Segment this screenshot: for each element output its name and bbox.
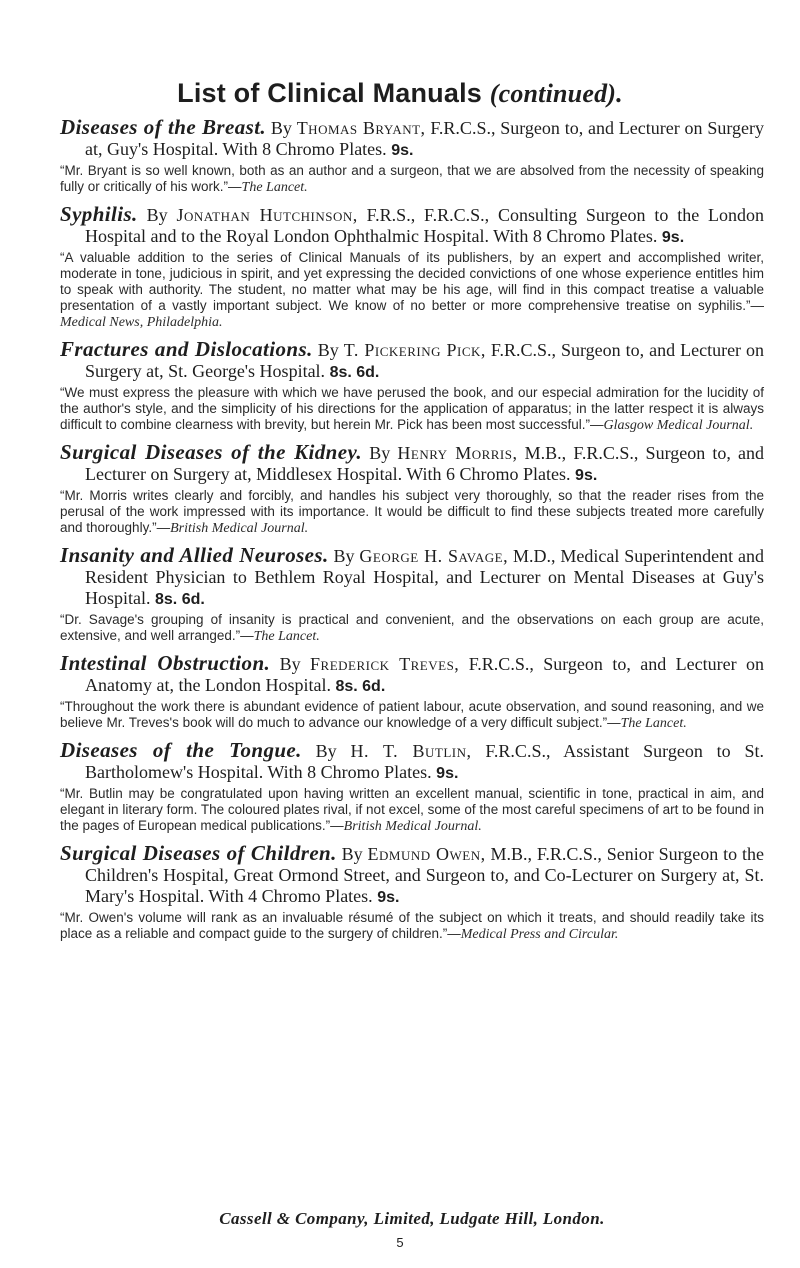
book-title: Fractures and Dislocations. bbox=[60, 337, 313, 361]
price: 9s. bbox=[436, 765, 459, 782]
manual-entry bbox=[60, 204, 764, 331]
review-quote bbox=[60, 699, 764, 732]
review-text: “We must express the pleasure with which we have perused the book, and our especial admiration for the lucidity of the author's style, and the simplicity of his directions for the application of apparatus; in the latter respect it is always difficult to combine clearness with brevity, but herein Mr. Pick has been most successful.”— bbox=[60, 385, 764, 432]
manual-entry bbox=[60, 442, 764, 537]
author-details: F.R.C.S., Surgeon to, and Lecturer on Surgery at, St. George's Hospital. bbox=[85, 340, 765, 381]
price: 8s. 6d. bbox=[329, 364, 380, 381]
author-name: Henry Morris, bbox=[397, 443, 518, 463]
review-text: “Mr. Bryant is so well known, both as an author and a surgeon, that we are absolved from the necessity of speaking fully or critically of his work.”— bbox=[60, 163, 764, 194]
manual-entry bbox=[60, 117, 764, 196]
review-source: Medical Press and Circular. bbox=[460, 927, 619, 942]
review-source: British Medical Journal. bbox=[170, 521, 309, 536]
author-name: George H. Savage, bbox=[359, 546, 509, 566]
author-details: M.D., Medical Superintendent and Resident Physician to Bethlem Royal Hospital, and Lecturer on Mental Diseases at Guy's Hospital. bbox=[85, 546, 765, 608]
review-text: “Mr. Owen's volume will rank as an invaluable résumé of the subject on which it treats, and should readily take its place as a reliable and compact guide to the surgery of children.”— bbox=[60, 910, 764, 941]
review-source: British Medical Journal. bbox=[343, 819, 482, 834]
book-title: Surgical Diseases of Children. bbox=[60, 841, 337, 865]
review-quote bbox=[60, 910, 764, 943]
author-name: Frederick Treves, bbox=[310, 654, 460, 674]
review-quote bbox=[60, 786, 764, 835]
author-details: F.R.C.S., Assistant Surgeon to St. Bartholomew's Hospital. With 8 Chromo Plates. bbox=[85, 741, 765, 782]
price: 9s. bbox=[661, 229, 685, 246]
manual-entry bbox=[60, 653, 764, 732]
manual-entry bbox=[60, 339, 764, 434]
review-quote bbox=[60, 163, 764, 196]
manual-entry bbox=[60, 545, 764, 645]
price: 8s. 6d. bbox=[155, 591, 205, 608]
by-word: By bbox=[341, 844, 363, 864]
price: 9s. bbox=[377, 889, 400, 906]
page-title-suffix: (continued). bbox=[489, 79, 623, 109]
author-details: F.R.C.S., Surgeon to, and Lecturer on Surgery at, Guy's Hospital. With 8 Chromo Plates. bbox=[85, 118, 764, 159]
manual-entry bbox=[60, 843, 764, 943]
book-title: Insanity and Allied Neuroses. bbox=[60, 543, 329, 567]
author-name: Thomas Bryant, bbox=[296, 118, 426, 138]
by-word: By bbox=[317, 340, 339, 360]
manual-entry bbox=[60, 740, 764, 835]
price: 9s. bbox=[575, 467, 598, 484]
review-text: “A valuable addition to the series of Clinical Manuals of its publishers, by an expert and accomplished writer, moderate in tone, judicious in spirit, and yet expressing the decided convictions of one whose experience entitles him to speak with authority. The student, no matter what may be his age, will find in this compact treatise a valuable presentation of a vastly important subject. We know of no better or more comprehensive treatise on syphilis.”— bbox=[60, 250, 764, 313]
book-title: Diseases of the Tongue. bbox=[60, 738, 302, 762]
book-title: Diseases of the Breast. bbox=[60, 115, 267, 139]
author-name: Jonathan Hutchinson, bbox=[176, 205, 358, 225]
by-word: By bbox=[333, 546, 355, 566]
author-details: F.R.S., F.R.C.S., Consulting Surgeon to the London Hospital and to the Royal London Ophthalmic Hospital. With 8 Chromo Plates. bbox=[85, 205, 765, 246]
page-title-main: List of Clinical Manuals bbox=[177, 78, 483, 109]
review-text: “Mr. Morris writes clearly and forcibly, and handles his subject very thoroughly, so that the reader rises from the perusal of the work impressed with its importance. It would be difficult to find these subjects treated more carefully and thoroughly.”— bbox=[60, 488, 764, 535]
book-title: Intestinal Obstruction. bbox=[60, 651, 271, 675]
price: 9s. bbox=[391, 142, 414, 159]
author-details: F.R.C.S., Surgeon to, and Lecturer on Anatomy at, the London Hospital. bbox=[85, 654, 765, 695]
review-text: “Dr. Savage's grouping of insanity is practical and convenient, and the observations on each group are acute, extensive, and well arranged.”— bbox=[60, 612, 764, 643]
by-word: By bbox=[279, 654, 301, 674]
author-name: Edmund Owen, bbox=[367, 844, 486, 864]
review-source: Medical News, Philadelphia. bbox=[60, 315, 223, 330]
review-quote bbox=[60, 488, 764, 537]
review-text: “Mr. Butlin may be congratulated upon having written an excellent manual, scientific in tone, practical in aim, and elegant in literary form. The coloured plates rival, if not excel, some of the most careful specimens of art to be found in the pages of European medical publications.”— bbox=[60, 786, 764, 833]
review-quote bbox=[60, 385, 764, 434]
review-quote bbox=[60, 612, 764, 645]
review-text: “Throughout the work there is abundant evidence of patient labour, acute observation, and sound reasoning, and we believe Mr. Treves's book will do much to advance our knowledge of a very difficult subject.”— bbox=[60, 699, 764, 730]
price: 8s. 6d. bbox=[335, 678, 386, 695]
by-word: By bbox=[315, 741, 337, 761]
page-title bbox=[0, 76, 800, 111]
review-source: The Lancet. bbox=[253, 629, 320, 644]
review-source: The Lancet. bbox=[241, 180, 308, 195]
book-title: Surgical Diseases of the Kidney. bbox=[60, 440, 363, 464]
manual-list bbox=[60, 117, 764, 951]
by-word: By bbox=[146, 205, 168, 225]
author-details: M.B., F.R.C.S., Surgeon to, and Lecturer on Surgery at, Middlesex Hospital. With 6 Chromo Plates. bbox=[85, 443, 765, 484]
review-source: Glasgow Medical Journal. bbox=[603, 418, 754, 433]
author-name: H. T. Butlin, bbox=[350, 741, 472, 761]
author-name: T. Pickering Pick, bbox=[343, 340, 486, 360]
page-number: 5 bbox=[396, 1235, 404, 1250]
book-title: Syphilis. bbox=[60, 202, 138, 226]
review-quote bbox=[60, 250, 764, 331]
review-source: The Lancet. bbox=[620, 716, 687, 731]
by-word: By bbox=[270, 118, 292, 138]
publisher-imprint: Cassell & Company, Limited, Ludgate Hill, London. bbox=[219, 1209, 605, 1228]
by-word: By bbox=[369, 443, 391, 463]
author-details: M.B., F.R.C.S., Senior Surgeon to the Children's Hospital, Great Ormond Street, and Surgeon to, and Co-Lecturer on Surgery at, St. Mary's Hospital. With 4 Chromo Plates. bbox=[85, 844, 765, 906]
